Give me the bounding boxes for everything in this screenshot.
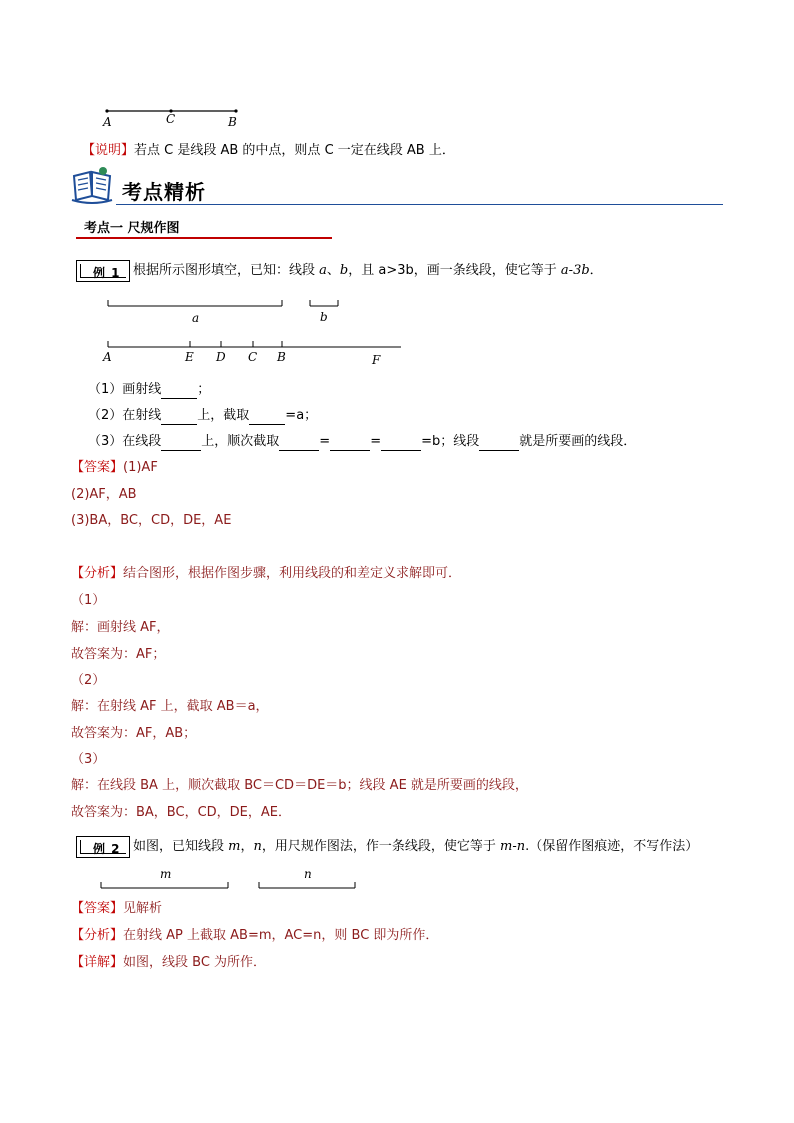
- open-book-icon: [70, 166, 116, 206]
- example2-figure: [96, 864, 366, 894]
- solution-line: 解：在射线 AF 上，截取 AB＝a，: [71, 699, 269, 714]
- answer-1: 【答案】(1)AF: [71, 460, 158, 475]
- segment-m-label: m: [160, 867, 172, 881]
- point-label-b: B: [277, 350, 286, 364]
- solution-line: （1）: [71, 593, 106, 608]
- point-label-a: A: [103, 350, 112, 364]
- segment-n-label: n: [304, 867, 312, 881]
- topic-underline: [76, 237, 332, 239]
- point-label-f: F: [372, 353, 381, 367]
- example1-label: 例 1: [93, 266, 121, 280]
- example2-detail: 【详解】如图，线段 BC 为所作．: [71, 955, 267, 970]
- section-title: 考点精析: [122, 180, 206, 204]
- topic-subtitle: 考点一 尺规作图: [84, 221, 180, 236]
- note-line: [82, 142, 455, 160]
- segment-b-label: b: [320, 310, 328, 324]
- example1-figure: [100, 296, 410, 370]
- example1-badge: [76, 260, 130, 282]
- example1-prompt: 根据所示图形填空，已知：线段 a、b，且 a>3b，画一条线段，使它等于 a-3b．: [133, 263, 603, 278]
- solution-line: 故答案为：AF；: [71, 647, 166, 662]
- point-label-b: B: [228, 115, 237, 129]
- point-label-a: A: [103, 115, 112, 129]
- blank-3d[interactable]: [381, 436, 421, 451]
- example2-analysis: 【分析】在射线 AP 上截取 AB=m，AC=n，则 BC 即为所作．: [71, 928, 439, 943]
- segment-ab-figure: [100, 104, 250, 130]
- blank-2b[interactable]: [249, 410, 285, 425]
- example2-badge: [76, 836, 130, 858]
- solution-line: （2）: [71, 673, 106, 688]
- example2-answer: 【答案】见解析: [71, 901, 163, 916]
- blank-2a[interactable]: [161, 410, 197, 425]
- note-tag: 【说明】: [82, 143, 135, 158]
- question-2: （2）在射线 上，截取 =a；: [88, 408, 318, 423]
- question-1: （1）画射线 ；: [88, 382, 211, 397]
- point-label-c: C: [166, 112, 176, 126]
- point-label-d: D: [216, 350, 226, 364]
- section-rule: [116, 204, 723, 205]
- answer-2: (2)AF，AB: [71, 487, 137, 502]
- answer-3: (3)BA，BC，CD，DE，AE: [71, 513, 232, 528]
- blank-3e[interactable]: [479, 436, 519, 451]
- question-3: （3）在线段 上，顺次截取 = = =b；线段 就是所要画的线段．: [88, 434, 637, 449]
- blank-1[interactable]: [161, 384, 197, 399]
- point-label-e: E: [185, 350, 194, 364]
- solution-line: 解：画射线 AF，: [71, 620, 170, 635]
- solution-line: 解：在线段 BA 上，顺次截取 BC＝CD＝DE＝b；线段 AE 就是所要画的线段，: [71, 778, 528, 793]
- note-text: 若点 C 是线段 AB 的中点，则点 C 一定在线段 AB 上．: [134, 143, 455, 158]
- example1-analysis: 【分析】结合图形，根据作图步骤，利用线段的和差定义求解即可．: [71, 566, 462, 581]
- blank-3b[interactable]: [279, 436, 319, 451]
- blank-3a[interactable]: [161, 436, 201, 451]
- example2-label: 例 2: [93, 842, 121, 856]
- segment-a-label: a: [192, 311, 200, 325]
- example2-prompt: 如图，已知线段 m，n，用尺规作图法，作一条线段，使它等于 m-n.（保留作图痕迹，不写作法）: [133, 839, 699, 854]
- point-label-c: C: [248, 350, 258, 364]
- solution-line: 故答案为：BA，BC，CD，DE，AE．: [71, 805, 291, 820]
- blank-3c[interactable]: [330, 436, 370, 451]
- solution-line: （3）: [71, 752, 106, 767]
- solution-line: 故答案为：AF，AB；: [71, 726, 197, 741]
